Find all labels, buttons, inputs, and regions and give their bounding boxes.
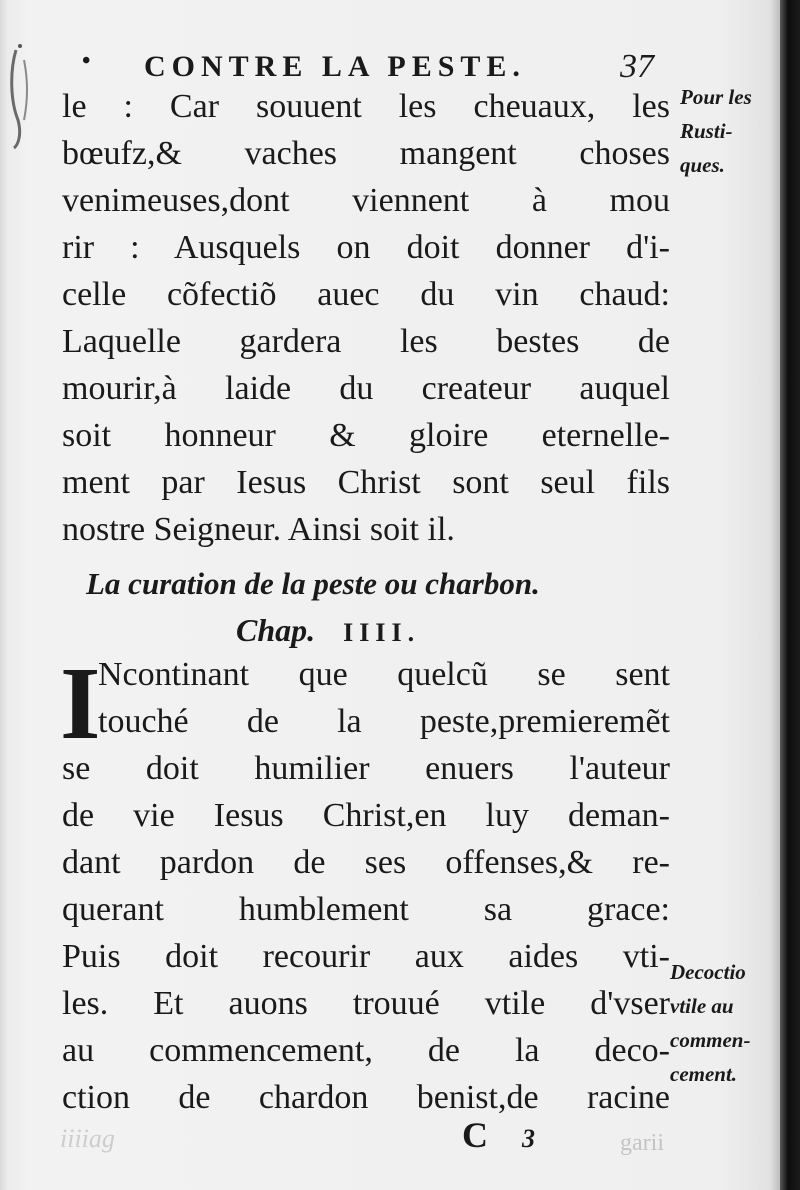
text-line: querant humblement sa grace:	[62, 891, 670, 928]
margin-note-line: ques.	[680, 153, 725, 177]
signature-letter: C	[462, 1115, 488, 1155]
text-line: soit honneur & gloire eternelle-	[62, 417, 670, 454]
page-number: 37	[620, 48, 654, 85]
text-line: ction de chardon benist,de racine	[62, 1079, 670, 1116]
text-line: au commencement, de la deco-	[62, 1032, 670, 1069]
text-line: ment par Iesus Christ sont seul fils	[62, 464, 670, 501]
margin-note-line: commen-	[670, 1028, 751, 1052]
show-through-text: iiiiag	[60, 1124, 115, 1153]
margin-note-line: Decoctio	[670, 960, 746, 984]
text-line: bœufz,& vaches mangent choses	[62, 135, 670, 172]
text-line: le : Car souuent les cheuaux, les	[62, 88, 670, 125]
text-line: venimeuses,dont viennent à mou	[62, 182, 670, 219]
text-line: les. Et auons trouué vtile d'vser	[62, 985, 670, 1022]
chapter-number: IIII.	[343, 618, 421, 647]
header-bullet: •	[82, 48, 97, 74]
book-gutter-edge	[780, 0, 800, 1190]
chapter-heading	[236, 612, 420, 649]
text-line: touché de la peste,premieremẽt	[98, 703, 670, 740]
margin-note-rustiques	[680, 80, 752, 182]
text-line: de vie Iesus Christ,en luy deman-	[62, 797, 670, 834]
margin-note-line: Pour les	[680, 85, 752, 109]
section-heading: La curation de la peste ou charbon.	[86, 566, 540, 601]
margin-note-line: Rusti-	[680, 119, 733, 143]
chapter-label: Chap.	[236, 612, 316, 648]
text-line: se doit humilier enuers l'auteur	[62, 750, 670, 787]
margin-note-decoctio	[670, 955, 750, 1091]
text-line: rir : Ausquels on doit donner d'i-	[62, 229, 670, 266]
text-line: nostre Seigneur. Ainsi soit il.	[62, 511, 455, 548]
margin-note-line: vtile au	[670, 994, 734, 1018]
margin-note-line: cement.	[670, 1062, 738, 1086]
text-line: mourir,à laide du createur auquel	[62, 370, 670, 407]
show-through-text: garii	[620, 1130, 664, 1156]
text-line: dant pardon de ses offenses,& re-	[62, 844, 670, 881]
signature-number: 3	[522, 1124, 535, 1153]
running-title: CONTRE LA PESTE.	[144, 50, 526, 83]
page-edge-mark	[6, 40, 34, 150]
text-line: Puis doit recourir aux aides vti-	[62, 938, 670, 975]
text-line: Laquelle gardera les bestes de	[62, 323, 670, 360]
text-line: celle cõfectiõ auec du vin chaud:	[62, 276, 670, 313]
text-line: Ncontinant que quelcũ se sent	[98, 656, 670, 693]
drop-cap: I	[60, 646, 101, 761]
signature-mark	[462, 1114, 535, 1156]
